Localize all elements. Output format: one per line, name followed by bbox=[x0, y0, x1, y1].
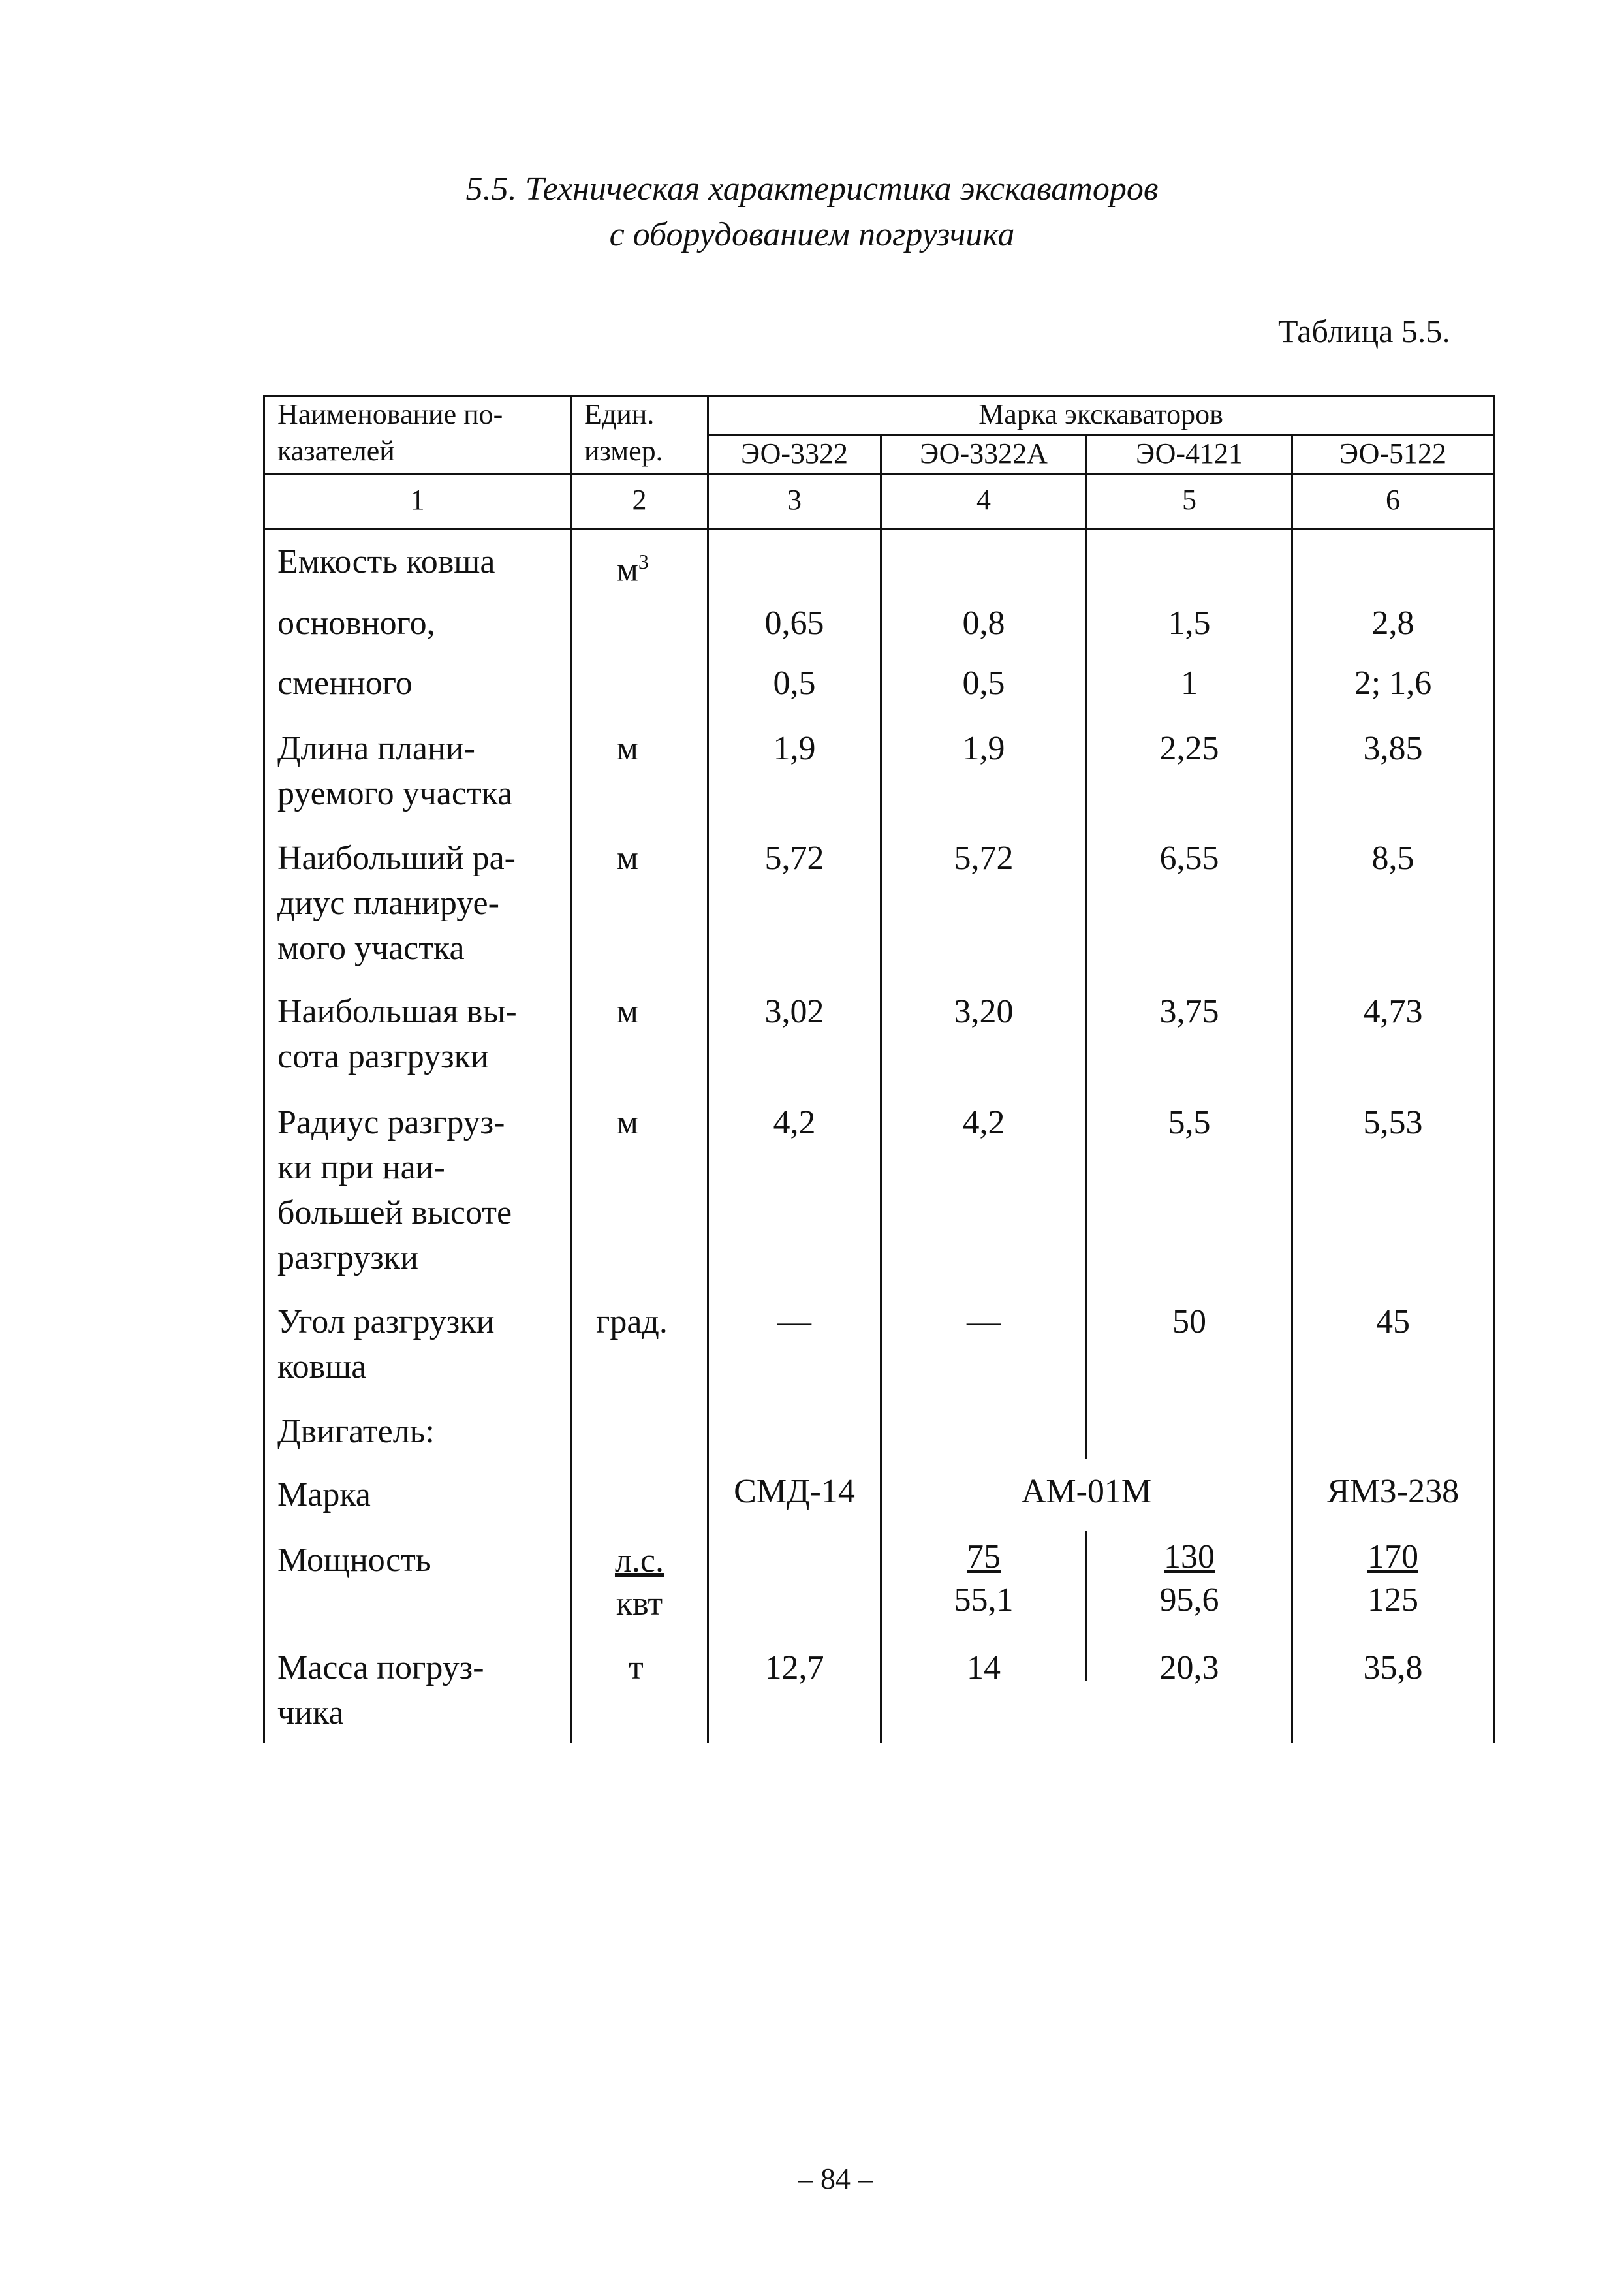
row-value: 1,9 bbox=[962, 730, 1005, 767]
row-value: 3,75 bbox=[1159, 993, 1219, 1030]
col-number: 1 bbox=[410, 484, 425, 516]
row-value: 5,53 bbox=[1363, 1104, 1423, 1141]
row-value: 0,65 bbox=[764, 605, 824, 642]
row-value: 3,85 bbox=[1363, 730, 1423, 767]
row-name: Наибольший ра- диус планируе- мого участка bbox=[277, 840, 516, 967]
brand-value: АМ-01М bbox=[1021, 1473, 1152, 1510]
row-name: Мощность bbox=[277, 1542, 431, 1579]
row-value: 35,8 bbox=[1363, 1649, 1423, 1686]
row-value: 0,5 bbox=[773, 665, 816, 702]
row-value: — bbox=[967, 1303, 1001, 1340]
header-model: ЭО-3322 bbox=[740, 437, 848, 469]
row-value: 50 bbox=[1172, 1303, 1206, 1340]
row-name: Радиус разгруз- ки при наи- большей высоте разгрузки bbox=[277, 1104, 512, 1276]
row-value: 1,9 bbox=[773, 730, 816, 767]
row-value: 3,20 bbox=[954, 993, 1014, 1030]
row-unit: т bbox=[629, 1649, 644, 1686]
header-name: Наименование по- казателей bbox=[277, 398, 503, 467]
page-number: – 84 – bbox=[798, 2162, 873, 2195]
header-group: Марка экскаваторов bbox=[978, 398, 1223, 430]
row-value: 2,25 bbox=[1159, 730, 1219, 767]
title-line-2: с оборудованием погрузчика bbox=[609, 216, 1015, 253]
col-divider-2 bbox=[707, 395, 709, 1743]
row-value: 5,5 bbox=[1168, 1104, 1211, 1141]
row-unit: м bbox=[617, 730, 638, 767]
brand-value: СМД-14 bbox=[734, 1473, 855, 1510]
row-value: 0,5 bbox=[962, 665, 1005, 702]
row-value: 12,7 bbox=[764, 1649, 824, 1686]
row-value: 4,2 bbox=[962, 1104, 1005, 1141]
row-value: 2; 1,6 bbox=[1354, 665, 1432, 702]
row-value: 3,02 bbox=[764, 993, 824, 1030]
row-unit: $м^3$ bbox=[617, 550, 649, 589]
row-value: 0,8 bbox=[962, 605, 1005, 642]
title-line-1: 5.5. Техническая характеристика экскаваторов bbox=[465, 170, 1159, 208]
table-border-right bbox=[1493, 395, 1495, 1743]
col-number: 5 bbox=[1182, 484, 1196, 516]
row-value: 20,3 bbox=[1159, 1649, 1219, 1686]
power-value: $\frac{130}{95,6}$ bbox=[1159, 1538, 1219, 1619]
header-model: ЭО-5122 bbox=[1339, 437, 1446, 469]
row-name: сменного bbox=[277, 665, 413, 702]
row-value: 45 bbox=[1376, 1303, 1410, 1340]
row-name: Емкость ковша bbox=[277, 543, 495, 580]
power-value: $\frac{75}{55,1}$ bbox=[954, 1538, 1014, 1619]
row-value: 6,55 bbox=[1159, 840, 1219, 877]
row-unit: м bbox=[617, 993, 638, 1030]
col-number: 6 bbox=[1386, 484, 1400, 516]
header-unit: Един. измер. bbox=[584, 398, 663, 467]
col-numbers-bottom-line bbox=[263, 528, 1495, 530]
row-value: — bbox=[777, 1303, 811, 1340]
table-caption: Таблица 5.5. bbox=[1278, 313, 1450, 349]
row-value: 2,8 bbox=[1371, 605, 1414, 642]
col-number: 4 bbox=[976, 484, 991, 516]
col-number: 3 bbox=[787, 484, 802, 516]
row-name: Марка bbox=[277, 1476, 371, 1513]
row-value: 5,72 bbox=[954, 840, 1014, 877]
header-model: ЭО-4121 bbox=[1135, 437, 1243, 469]
row-value: 14 bbox=[967, 1649, 1001, 1686]
header-model: ЭО-3322А bbox=[920, 437, 1048, 469]
col-number: 2 bbox=[632, 484, 647, 516]
row-name: Угол разгрузки ковша bbox=[277, 1303, 495, 1385]
row-value: 8,5 bbox=[1371, 840, 1414, 877]
row-value: 4,73 bbox=[1363, 993, 1423, 1030]
power-unit: $\frac{л.с.}{\text{квт}}$ bbox=[614, 1542, 664, 1622]
power-value: $\frac{170}{125}$ bbox=[1367, 1538, 1418, 1619]
row-value: 5,72 bbox=[764, 840, 824, 877]
brand-value: ЯМЗ-238 bbox=[1326, 1473, 1460, 1510]
row-value: 1 bbox=[1181, 665, 1198, 702]
row-name: основного, bbox=[277, 605, 435, 642]
row-unit: м bbox=[617, 1104, 638, 1141]
row-value: 1,5 bbox=[1168, 605, 1211, 642]
table-border-left bbox=[263, 395, 265, 1743]
row-name: Длина плани- руемого участка bbox=[277, 730, 513, 812]
row-value: 4,2 bbox=[773, 1104, 816, 1141]
header-bottom-line bbox=[263, 473, 1495, 475]
row-name: Двигатель: bbox=[277, 1413, 435, 1450]
row-unit: м bbox=[617, 840, 638, 877]
row-name: Наибольшая вы- сота разгрузки bbox=[277, 993, 517, 1075]
row-name: Масса погруз- чика bbox=[277, 1649, 484, 1732]
row-unit: град. bbox=[596, 1303, 668, 1340]
